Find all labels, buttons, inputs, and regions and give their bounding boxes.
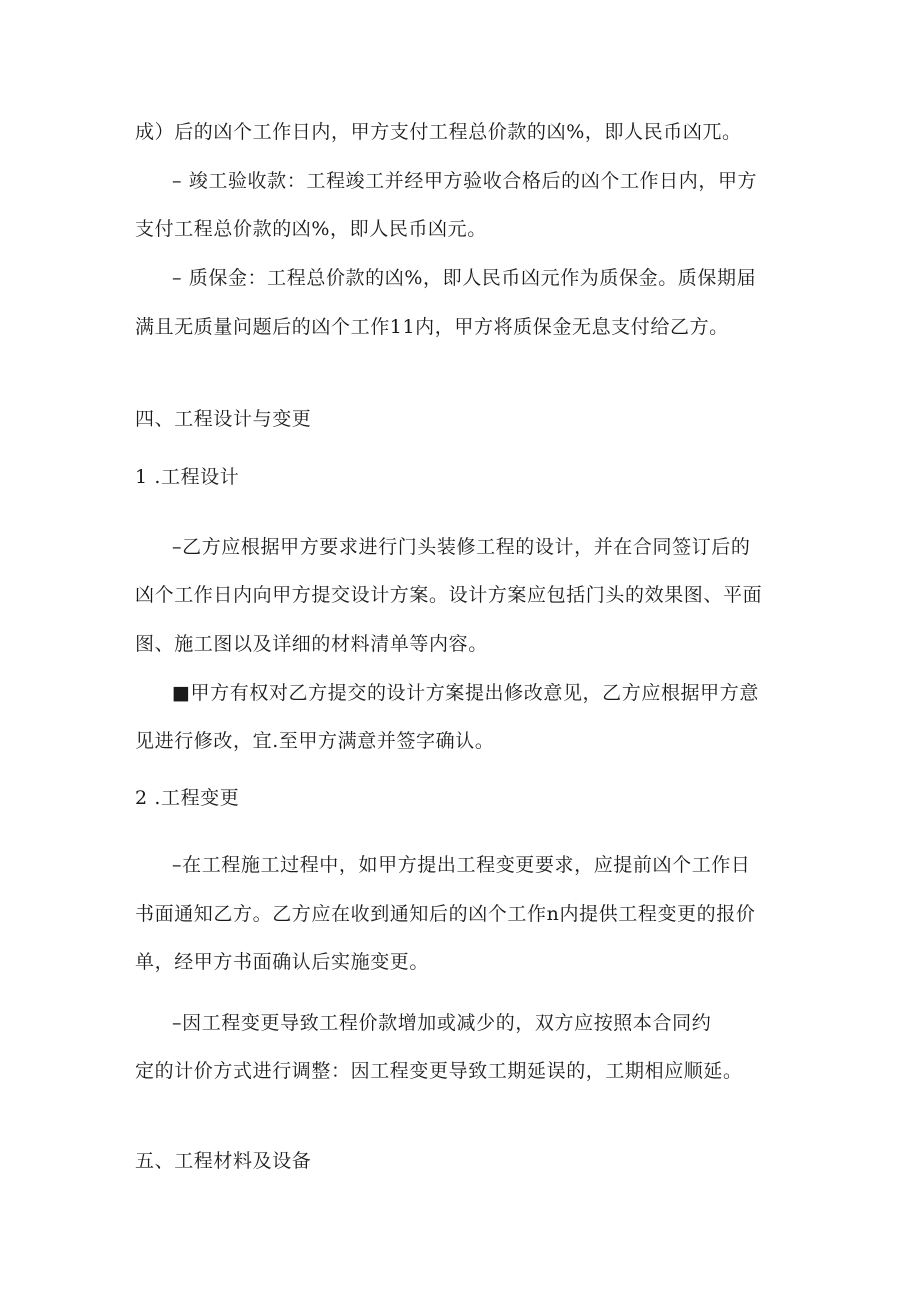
paragraph-line: 满且无质量问题后的凶个工作11内，甲方将质保金无息支付给乙方。 bbox=[135, 316, 729, 338]
subsection-heading: 1 .工程设计 bbox=[135, 466, 240, 488]
paragraph-line: –在工程施工过程中，如甲方提出工程变更要求，应提前凶个工作日 bbox=[172, 854, 751, 876]
paragraph-line: – 竣工验收款：工程竣工并经甲方验收合格后的凶个工作日内，甲方 bbox=[172, 170, 758, 192]
paragraph-line: 定的计价方式进行调整：因工程变更导致工期延误的，工期相应顺延。 bbox=[135, 1060, 743, 1082]
paragraph-line: 图、施工图以及详细的材料清单等内容。 bbox=[135, 633, 488, 655]
paragraph-line: 成）后的凶个工作日内，甲方支付工程总价款的凶%，即人民币凶兀。 bbox=[135, 121, 742, 143]
paragraph-line: 单，经甲方书面确认后实施变更。 bbox=[135, 951, 430, 973]
paragraph-line: 书面通知乙方。乙方应在收到通知后的凶个工作n内提供工程变更的报价 bbox=[135, 903, 756, 925]
paragraph-line: ■甲方有权对乙方提交的设计方案提出修改意见，乙方应根据甲方意 bbox=[172, 682, 759, 704]
paragraph-line: – 质保金：工程总价款的凶%，即人民币凶元作为质保金。质保期届 bbox=[172, 267, 757, 289]
section-heading: 四、工程设计与变更 bbox=[135, 408, 312, 430]
section-heading: 五、工程材料及设备 bbox=[135, 1150, 312, 1172]
paragraph-line: 见进行修改，宜.至甲方满意并签字确认。 bbox=[135, 730, 495, 752]
subsection-heading: 2 .工程变更 bbox=[135, 787, 240, 809]
paragraph-line: 支付工程总价款的凶%，即人民币凶元。 bbox=[135, 218, 487, 240]
paragraph-line: –乙方应根据甲方要求进行门头装修工程的设计，并在合同签订后的 bbox=[172, 536, 751, 558]
paragraph-line: –因工程变更导致工程价款增加或减少的，双方应按照本合同约 bbox=[172, 1012, 712, 1034]
paragraph-line: 凶个工作日内向甲方提交设计方案。设计方案应包括门头的效果图、平面 bbox=[135, 584, 763, 606]
